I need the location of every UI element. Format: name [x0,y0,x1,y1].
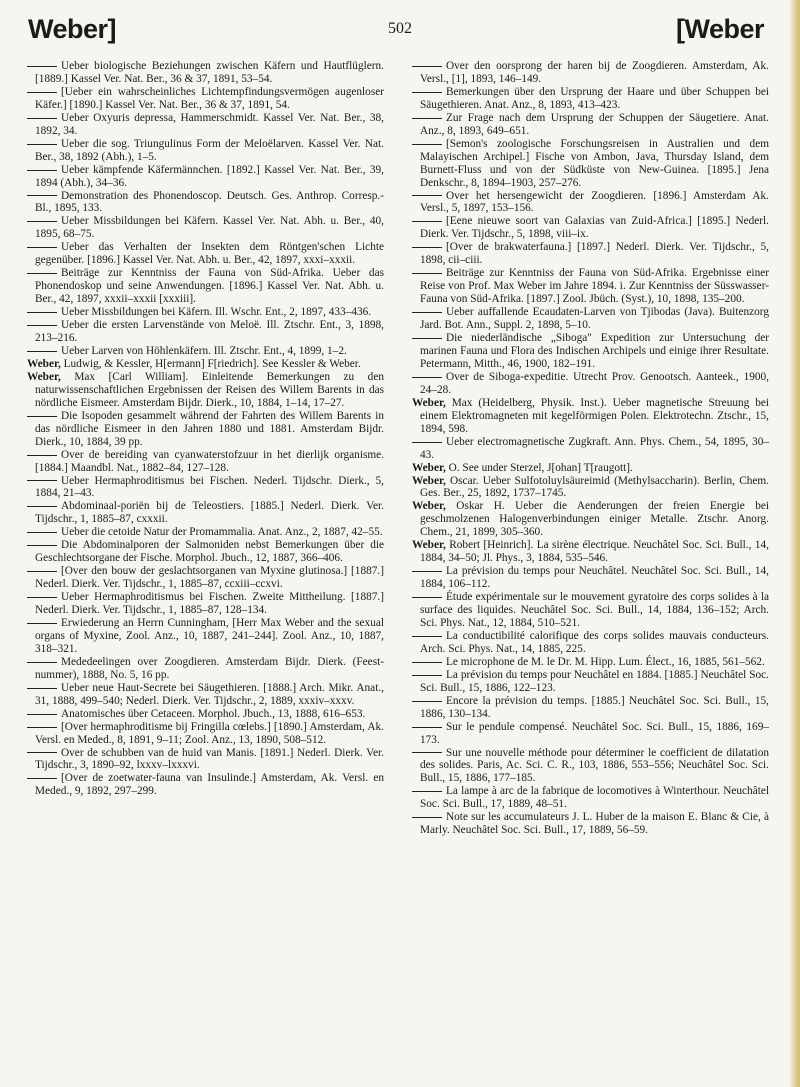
entry-text: Anatomisches über Cetaceen. Morphol. Jbuch., 13, 1888, 616–653. [61,707,366,720]
repeat-author-dash [412,221,442,222]
left-column [27,60,384,798]
repeat-author-dash [27,714,57,715]
bibliography-entry [412,462,769,475]
entry-text: Ueber auffallende Ecaudaten-Larven von Tjibodas (Java). Buitenzorg Jard. Bot. Ann., Suppl. 2, 1898, 5–10. [420,306,769,332]
entry-text: Abdominaal-poriën bij de Teleostiers. [1885.] Nederl. Dierk. Ver. Tijdschr., 1, 1885–87, cxxxii. [35,500,384,526]
entry-text: Oscar. Ueber Sulfotoluylsäureimid (Methylsaccharin). Berlin, Chem. Ges. Ber., 25, 1892, 1737–1745. [420,474,770,500]
entry-text: Zur Frage nach dem Ursprung der Schuppen der Säugetiere. Anat. Anz., 8, 1893, 649–651. [420,111,769,137]
repeat-author-dash [412,273,442,274]
entry-text: Ueber die sog. Triungulinus Form der Meloëlarven. Kassel Ver. Nat. Ber., 38, 1892 (Abh.), 1–5. [35,137,384,163]
entry-text: Ueber Missbildungen bei Käfern. Kassel Ver. Nat. Abh. u. Ber., 40, 1895, 68–75. [35,215,384,241]
bibliography-entry [27,345,384,358]
entry-text: Ludwig, & Kessler, H[ermann] F[riedrich]. See Kessler & Weber. [63,357,361,370]
entry-text: Mededeelingen over Zoogdieren. Amsterdam Bijdr. Dierk. (Feest-nummer), 1888, No. 5, 16 pp. [35,655,384,681]
bibliography-entry [412,475,769,501]
repeat-author-dash [27,688,57,689]
entry-text: Ueber biologische Beziehungen zwischen Käfern und Hautflüglern. [1889.] Kassel Ver. Nat. Ber., 36 & 37, 1891, 53–54. [35,60,384,85]
entry-text: Ueber die cetoide Natur der Promammalia. Anat. Anz., 2, 1887, 42–55. [61,526,383,539]
entry-text: Oskar H. Ueber die Aenderungen der freien Energie bei geschmolzenen Halogenverbindungen einiger Metalle. Ztschr. Anorg. Chem., 21, 1899, 305–360. [420,500,770,539]
bibliography-entry [412,811,769,837]
page-header [0,0,800,52]
entry-text: Beiträge zur Kenntniss der Fauna von Süd-Afrika. Ueber das Phonendoskop und seine Anwendungen. [1896.] Kassel Ver. Nat. Abh. u. Ber., 42, 1897, xxxii–xxxii [xxxiii]. [35,267,384,306]
entry-text: Ueber das Verhalten der Insekten dem Röntgen'schen Lichte gegenüber. [1896.] Kassel Ver. Nat. Abh. u. Ber., 42, 1897, xxxi–xxxii. [35,241,384,267]
entry-text: [Semon's zoologische Forschungsreisen in Australien und dem Malayischen Archipel.] Fische von Ambon, Java, Thursday Island, dem Burnett-Fluss und von der Südküste von New-Guinea. [1895.] Jena Denkschr., 8, 1894–1903, 257–276. [420,137,769,189]
entry-text: O. See under Sterzel, J[ohan] T[raugott]. [448,461,633,474]
bibliography-entry [412,656,769,669]
entry-text: Demonstration des Phonendoscop. Deutsch. Ges. Anthrop. Corresp.-Bl., 1895, 133. [35,189,384,215]
entry-text: Le microphone de M. le Dr. M. Hipp. Lum. Élect., 16, 1885, 561–562. [446,655,765,668]
entry-text: Ueber electromagnetische Zugkraft. Ann. Phys. Chem., 54, 1895, 30–43. [420,435,769,461]
entry-text: Étude expérimentale sur le mouvement gyratoire des corps solides à la surface des liquides. Neuchâtel Soc. Sci. Bull., 14, 1884, 136–152; Arch. Sci. Phys. Nat., 12, 1884, 510–521. [420,591,769,629]
author-name: Weber, [27,370,61,383]
repeat-author-dash [412,636,442,637]
bibliography-entry [412,332,769,371]
bibliography-entry [27,721,384,747]
bibliography-entry [27,267,384,306]
entry-text: Sur le pendule compensé. Neuchâtel Soc. Sci. Bull., 15, 1886, 169–173. [420,720,769,746]
bibliography-entry [412,500,769,539]
bibliography-entry [412,436,769,462]
running-head-right: [Weber [675,14,764,44]
entry-text: Note sur les accumulateurs J. L. Huber de la maison E. Blanc & Cie, à Marly. Neuchâtel Soc. Sci. Bull., 17, 1889, 56–59. [420,811,769,837]
repeat-author-dash [27,118,57,119]
bibliography-entry [27,526,384,539]
bibliography-entry [27,215,384,241]
repeat-author-dash [27,416,57,417]
entry-text: La lampe à arc de la fabrique de locomotives à Winterthour. Neuchâtel Soc. Sci. Bull., 17, 1889, 48–51. [420,785,769,811]
repeat-author-dash [412,675,442,676]
repeat-author-dash [27,597,57,598]
entry-text: [Over de zoetwater-fauna van Insulinde.] Amsterdam, Ak. Versl. en Meded., 9, 1892, 297–299. [35,772,384,798]
entry-text: Beiträge zur Kenntniss der Fauna von Süd-Afrika. Ergebnisse einer Reise von Prof. Max Weber im Jahre 1894. i. Zur Kenntniss der Süsswasser-Fauna von Süd-Afrika. [1897.] Zool. Jbüch. (Syst.), 10, 1898, 135–200. [420,267,769,306]
entry-text: [Over de brakwaterfauna.] [1897.] Nederl. Dierk. Ver. Tijdschr., 5, 1898, cii–ciii. [420,241,769,267]
repeat-author-dash [27,545,57,546]
entry-text: La prévision du temps pour Neuchâtel en 1884. [1885.] Neuchâtel Soc. Sci. Bull., 15, 1886, 122–123. [420,668,769,694]
entry-text: Ueber Larven von Höhlenkäfern. Ill. Ztschr. Ent., 4, 1899, 1–2. [61,344,347,357]
author-name: Weber, [412,539,446,552]
repeat-author-dash [412,92,442,93]
entry-text: La conductibilité calorifique des corps solides mauvais conducteurs. Arch. Sci. Phys. Nat., 14, 1885, 225. [420,629,769,655]
repeat-author-dash [412,442,442,443]
repeat-author-dash [27,144,57,145]
repeat-author-dash [27,273,57,274]
author-name: Weber, [412,396,446,409]
bibliography-entry [412,565,769,591]
author-name: Weber, [27,357,61,370]
bibliography-entry [27,319,384,345]
entry-text: Over de schubben van de huid van Manis. [1891.] Nederl. Dierk. Ver. Tijdschr., 3, 1890–92, lxxxv–lxxxvi. [35,746,384,772]
bibliography-entry [27,358,384,371]
repeat-author-dash [27,752,57,753]
entry-text: Encore la prévision du temps. [1885.] Neuchâtel Soc. Sci. Bull., 15, 1886, 130–134. [420,694,769,720]
entry-text: Max [Carl William]. Einleitende Bemerkungen zu den naturwissenschaftlichen Ergebnissen der Reisen des Willem Barents in das nördliche Eismeer. Amsterdam Bijdr. Dierk., 10, 1884, 1–14, 17–27. [35,370,384,409]
repeat-author-dash [412,701,442,702]
bibliography-entry [27,772,384,798]
bibliography-entry [412,721,769,747]
repeat-author-dash [27,170,57,171]
repeat-author-dash [27,506,57,507]
bibliography-entry [27,241,384,267]
right-column [412,60,769,837]
repeat-author-dash [412,662,442,663]
repeat-author-dash [27,623,57,624]
entry-text: [Eene nieuwe soort van Galaxias van Zuid-Africa.] [1895.] Nederl. Dierk. Ver. Tijdschr., 5, 1898, viii–ix. [420,215,769,241]
repeat-author-dash [27,571,57,572]
bibliography-entry [27,539,384,565]
bibliography-entry [412,306,769,332]
bibliography-entry [412,241,769,267]
author-name: Weber, [412,461,446,474]
repeat-author-dash [27,195,57,196]
entry-text: Ueber kämpfende Käfermännchen. [1892.] Kassel Ver. Nat. Ber., 39, 1894 (Abh.), 34–36. [35,163,384,189]
repeat-author-dash [412,817,442,818]
entry-text: Over de Siboga-expeditie. Utrecht Prov. Genootsch. Aanteek., 1900, 24–28. [420,370,769,396]
repeat-author-dash [27,532,57,533]
bibliography-entry [412,267,769,306]
bibliography-entry [27,565,384,591]
entry-text: Die Isopoden gesammelt während der Fahrten des Willem Barents in das nördliche Eismeer in den Jahren 1880 und 1881. Amsterdam Bijdr. Dierk., 10, 1884, 39 pp. [35,409,384,448]
repeat-author-dash [27,66,57,67]
repeat-author-dash [412,312,442,313]
bibliography-entry [27,617,384,656]
bibliography-entry [27,60,384,86]
entry-text: Max (Heidelberg, Physik. Inst.). Ueber magnetische Streuung bei einem Elektromagneten mit kegelförmigen Polen. Elektrotechn. Ztschr., 15, 1894, 598. [420,396,769,435]
bibliography-entry [27,371,384,410]
bibliography-entry [412,747,769,786]
bibliography-entry [412,539,769,565]
repeat-author-dash [27,247,57,248]
bibliography-entry [412,138,769,190]
repeat-author-dash [412,195,442,196]
bibliography-entry [27,747,384,773]
bibliography-entry [412,591,769,630]
repeat-author-dash [412,118,442,119]
repeat-author-dash [27,221,57,222]
repeat-author-dash [27,662,57,663]
bibliography-entry [412,86,769,112]
bibliography-entry [27,164,384,190]
entry-text: Over het hersengewicht der Zoogdieren. [1896.] Amsterdam Ak. Versl., 5, 1897, 153–156. [420,189,769,215]
bibliography-entry [412,630,769,656]
entry-text: Ueber die ersten Larvenstände von Meloë. Ill. Ztschr. Ent., 3, 1898, 213–216. [35,319,384,345]
bibliography-entry [27,410,384,449]
entry-text: [Over hermaphroditisme bij Fringilla cœlebs.] [1890.] Amsterdam, Ak. Versl. en Meded., 8, 1891, 9–11; Zool. Anz., 13, 1890, 508–512. [35,720,384,746]
bibliography-entry [27,306,384,319]
entry-text: Ueber Hermaphroditismus bei Fischen. Nederl. Tijdschr. Dierk., 5, 1884, 21–43. [35,474,384,500]
bibliography-entry [412,371,769,397]
bibliography-entry [27,86,384,112]
author-name: Weber, [412,500,446,513]
repeat-author-dash [27,727,57,728]
bibliography-entry [412,215,769,241]
entry-text: Over de bereiding van cyanwaterstofzuur in het dierlijk organisme. [1884.] Maandbl. Nat., 1882–84, 127–128. [35,448,384,474]
repeat-author-dash [412,66,442,67]
bibliography-entry [412,695,769,721]
entry-text: Ueber Missbildungen bei Käfern. Ill. Wschr. Ent., 2, 1897, 433–436. [61,306,372,319]
repeat-author-dash [412,247,442,248]
bibliography-entry [412,785,769,811]
bibliography-entry [27,138,384,164]
repeat-author-dash [27,455,57,456]
bibliography-entry [27,112,384,138]
author-name: Weber, [412,474,446,487]
entry-text: La prévision du temps pour Neuchâtel. Neuchâtel Soc. Sci. Bull., 14, 1884, 106–112. [420,565,769,591]
entry-text: Robert [Heinrich]. La sirène électrique. Neuchâtel Soc. Sci. Bull., 14, 1884, 34–50; Jl. Phys., 3, 1884, 535–546. [420,539,770,565]
repeat-author-dash [412,377,442,378]
repeat-author-dash [412,752,442,753]
bibliography-entry [27,190,384,216]
repeat-author-dash [412,571,442,572]
repeat-author-dash [412,597,442,598]
repeat-author-dash [412,791,442,792]
entry-text: Die niederländische „Siboga" Expedition zur Untersuchung der marinen Fauna und Flora des Indischen Archipels und einige ihrer Resultate. Petermann, Mitth., 46, 1900, 182–191. [420,332,769,370]
entry-text: Bemerkungen über den Ursprung der Haare und über Schuppen bei Säugethieren. Anat. Anz., 8, 1893, 413–423. [420,85,769,111]
repeat-author-dash [412,144,442,145]
bibliography-entry [27,656,384,682]
bibliography-entry [412,669,769,695]
repeat-author-dash [27,325,57,326]
repeat-author-dash [27,480,57,481]
repeat-author-dash [27,351,57,352]
repeat-author-dash [27,92,57,93]
entry-text: Ueber neue Haut-Secrete bei Säugethieren. [1888.] Arch. Mikr. Anat., 31, 1888, 499–540; Nederl. Dierk. Ver. Tijdschr., 2, 1889, xxxiv–xxxv. [35,681,384,707]
bibliography-entry [412,397,769,436]
repeat-author-dash [412,727,442,728]
repeat-author-dash [27,778,57,779]
entry-text: Ueber Hermaphroditismus bei Fischen. Zweite Mittheilung. [1887.] Nederl. Dierk. Ver. Tijdschr., 1, 1885–87, 128–134. [35,591,384,617]
repeat-author-dash [27,312,57,313]
bibliography-entry [27,475,384,501]
entry-text: Ueber Oxyuris depressa, Hammerschmidt. Kassel Ver. Nat. Ber., 38, 1892, 34. [35,111,384,137]
entry-text: [Ueber ein wahrscheinliches Lichtempfindungsvermögen augenloser Käfer.] [1890.] Kassel Ver. Nat. Ber., 36 & 37, 1891, 54. [35,85,384,111]
entry-text: Sur une nouvelle méthode pour déterminer le coefficient de dilatation des solides. Paris, Ac. Sci. C. R., 103, 1886, 553–556; Neuchâtel Soc. Sci. Bull., 15, 1886, 177–185. [420,746,769,785]
repeat-author-dash [412,338,442,339]
running-head-left: Weber] [28,14,117,44]
bibliography-entry [412,190,769,216]
page-number: 502 [388,20,412,37]
bibliography-entry [412,60,769,86]
bibliography-entry [27,500,384,526]
entry-text: Erwiederung an Herrn Cunningham, [Herr Max Weber and the sexual organs of Myxine, Zool. Anz., 10, 1887, 241–244]. Zool. Anz., 10, 1887, 318–321. [35,616,384,655]
page-edge [790,0,800,1087]
entry-text: Over den oorsprong der haren bij de Zoogdieren. Amsterdam, Ak. Versl., [1], 1893, 146–149. [420,60,769,85]
entry-text: Die Abdominalporen der Salmoniden nebst Bemerkungen über die Geschlechtsorgane der Fische. Morphol. Jbuch., 12, 1887, 366–406. [35,539,384,565]
bibliography-entry [27,708,384,721]
entry-text: [Over den bouw der geslachtsorganen van Myxine glutinosa.] [1887.] Nederl. Dierk. Ver. Tijdschr., 1, 1885–87, ccxiii–ccxvi. [35,565,384,591]
bibliography-entry [27,591,384,617]
bibliography-entry [412,112,769,138]
bibliography-entry [27,682,384,708]
bibliography-entry [27,449,384,475]
